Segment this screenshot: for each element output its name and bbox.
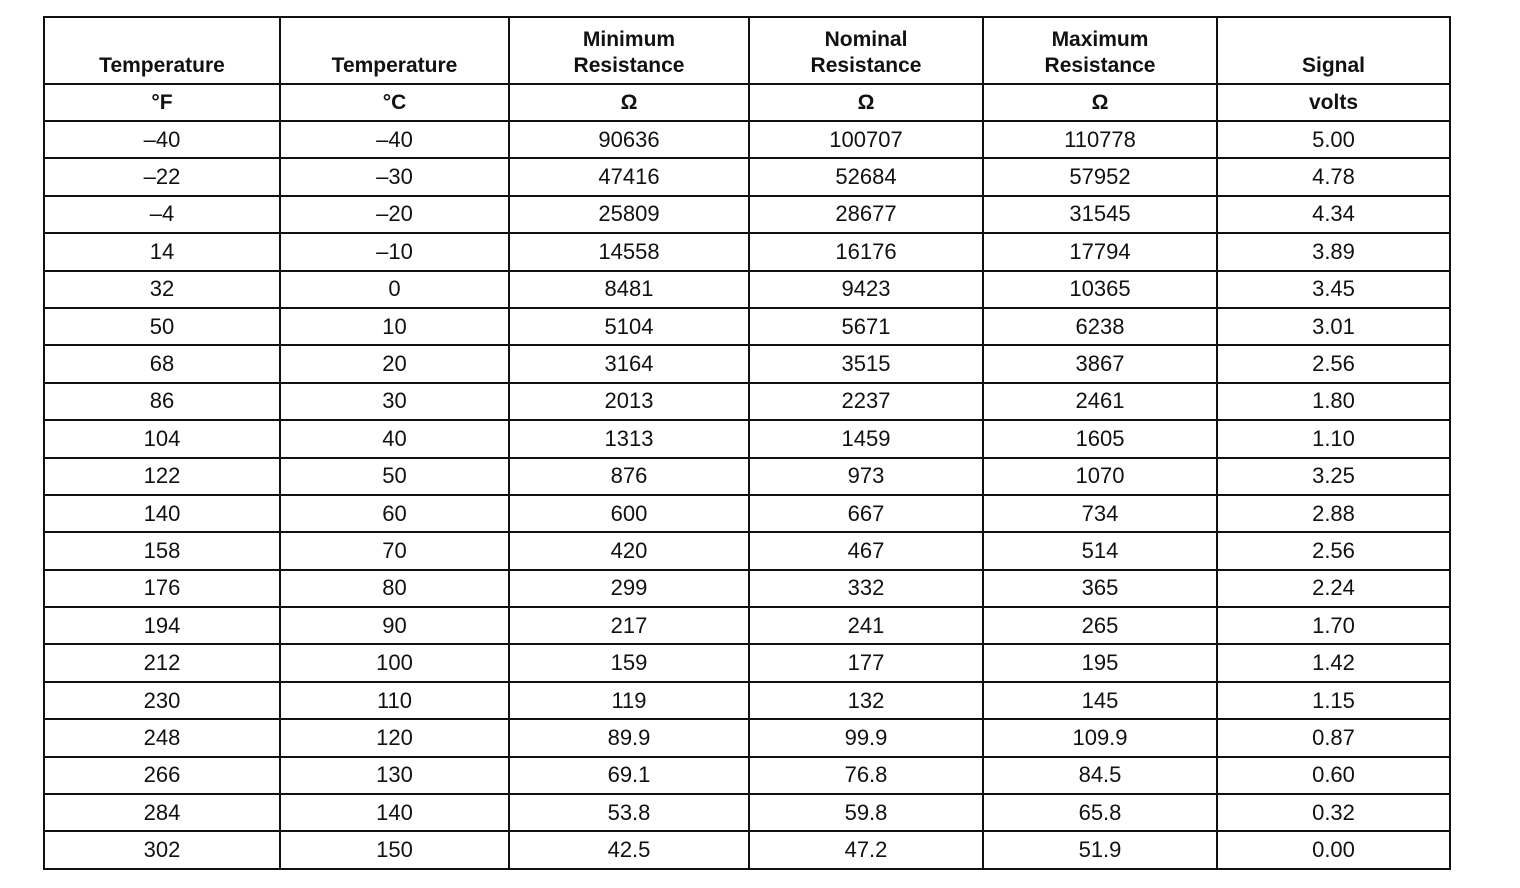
nominal-resistance-cell: 16176 — [749, 233, 983, 270]
signal-volts-cell: 0.60 — [1217, 757, 1450, 794]
temp-f-cell: 86 — [44, 383, 280, 420]
nominal-resistance-cell: 9423 — [749, 271, 983, 308]
table-row — [44, 158, 1450, 195]
nominal-resistance-cell: 28677 — [749, 196, 983, 233]
table-row — [44, 831, 1450, 868]
table-row — [44, 644, 1450, 681]
unit-celsius: °C — [280, 84, 509, 121]
nominal-resistance-cell: 241 — [749, 607, 983, 644]
signal-volts-cell: 3.01 — [1217, 308, 1450, 345]
temp-c-cell: –30 — [280, 158, 509, 195]
temp-f-cell: –4 — [44, 196, 280, 233]
nominal-resistance-cell: 59.8 — [749, 794, 983, 831]
max-resistance-cell: 10365 — [983, 271, 1217, 308]
temp-f-cell: 248 — [44, 719, 280, 756]
temp-c-cell: 150 — [280, 831, 509, 868]
min-resistance-cell: 5104 — [509, 308, 749, 345]
table-row — [44, 271, 1450, 308]
min-resistance-cell: 25809 — [509, 196, 749, 233]
temp-f-cell: 104 — [44, 420, 280, 457]
nominal-resistance-cell: 5671 — [749, 308, 983, 345]
max-resistance-cell: 1070 — [983, 458, 1217, 495]
nominal-resistance-cell: 100707 — [749, 121, 983, 158]
max-resistance-cell: 734 — [983, 495, 1217, 532]
temp-c-cell: 70 — [280, 532, 509, 569]
max-resistance-cell: 514 — [983, 532, 1217, 569]
nominal-resistance-cell: 132 — [749, 682, 983, 719]
temp-f-cell: 32 — [44, 271, 280, 308]
table-body — [44, 121, 1450, 869]
min-resistance-cell: 14558 — [509, 233, 749, 270]
min-resistance-cell: 8481 — [509, 271, 749, 308]
temp-f-cell: 212 — [44, 644, 280, 681]
temp-c-cell: 40 — [280, 420, 509, 457]
max-resistance-cell: 84.5 — [983, 757, 1217, 794]
min-resistance-cell: 47416 — [509, 158, 749, 195]
nominal-resistance-cell: 973 — [749, 458, 983, 495]
nominal-resistance-cell: 2237 — [749, 383, 983, 420]
table-row — [44, 495, 1450, 532]
header-temperature-f: Temperature — [44, 17, 280, 84]
temp-f-cell: 68 — [44, 345, 280, 382]
temp-c-cell: 100 — [280, 644, 509, 681]
min-resistance-cell: 299 — [509, 570, 749, 607]
signal-volts-cell: 1.70 — [1217, 607, 1450, 644]
signal-volts-cell: 0.87 — [1217, 719, 1450, 756]
table-row — [44, 532, 1450, 569]
signal-volts-cell: 5.00 — [1217, 121, 1450, 158]
temp-c-cell: 10 — [280, 308, 509, 345]
signal-volts-cell: 2.56 — [1217, 532, 1450, 569]
signal-volts-cell: 1.10 — [1217, 420, 1450, 457]
table-row — [44, 196, 1450, 233]
max-resistance-cell: 57952 — [983, 158, 1217, 195]
signal-volts-cell: 1.80 — [1217, 383, 1450, 420]
temp-f-cell: –22 — [44, 158, 280, 195]
nominal-resistance-cell: 332 — [749, 570, 983, 607]
nominal-resistance-cell: 52684 — [749, 158, 983, 195]
min-resistance-cell: 2013 — [509, 383, 749, 420]
table-row — [44, 458, 1450, 495]
header-maximum-resistance: Maximum Resistance — [983, 17, 1217, 84]
temp-c-cell: –20 — [280, 196, 509, 233]
min-resistance-cell: 420 — [509, 532, 749, 569]
unit-ohm-max: Ω — [983, 84, 1217, 121]
temp-f-cell: 266 — [44, 757, 280, 794]
temp-f-cell: 158 — [44, 532, 280, 569]
min-resistance-cell: 3164 — [509, 345, 749, 382]
table-row — [44, 794, 1450, 831]
header-temperature-c: Temperature — [280, 17, 509, 84]
signal-volts-cell: 0.00 — [1217, 831, 1450, 868]
min-resistance-cell: 90636 — [509, 121, 749, 158]
temp-c-cell: 90 — [280, 607, 509, 644]
unit-ohm-nominal: Ω — [749, 84, 983, 121]
max-resistance-cell: 3867 — [983, 345, 1217, 382]
table-row — [44, 420, 1450, 457]
min-resistance-cell: 119 — [509, 682, 749, 719]
temp-c-cell: 30 — [280, 383, 509, 420]
nominal-resistance-cell: 99.9 — [749, 719, 983, 756]
temp-f-cell: 122 — [44, 458, 280, 495]
table-row — [44, 607, 1450, 644]
temp-c-cell: –40 — [280, 121, 509, 158]
temp-f-cell: 284 — [44, 794, 280, 831]
max-resistance-cell: 195 — [983, 644, 1217, 681]
resistance-table-container — [43, 16, 1451, 870]
nominal-resistance-cell: 667 — [749, 495, 983, 532]
max-resistance-cell: 6238 — [983, 308, 1217, 345]
table-row — [44, 570, 1450, 607]
min-resistance-cell: 600 — [509, 495, 749, 532]
table-row — [44, 757, 1450, 794]
unit-ohm-min: Ω — [509, 84, 749, 121]
signal-volts-cell: 2.88 — [1217, 495, 1450, 532]
min-resistance-cell: 1313 — [509, 420, 749, 457]
temp-f-cell: 140 — [44, 495, 280, 532]
signal-volts-cell: 3.45 — [1217, 271, 1450, 308]
max-resistance-cell: 145 — [983, 682, 1217, 719]
min-resistance-cell: 53.8 — [509, 794, 749, 831]
temp-c-cell: 50 — [280, 458, 509, 495]
min-resistance-cell: 876 — [509, 458, 749, 495]
signal-volts-cell: 0.32 — [1217, 794, 1450, 831]
temp-c-cell: 130 — [280, 757, 509, 794]
signal-volts-cell: 2.56 — [1217, 345, 1450, 382]
nominal-resistance-cell: 1459 — [749, 420, 983, 457]
max-resistance-cell: 265 — [983, 607, 1217, 644]
table-row — [44, 345, 1450, 382]
temp-c-cell: 0 — [280, 271, 509, 308]
max-resistance-cell: 51.9 — [983, 831, 1217, 868]
signal-volts-cell: 1.15 — [1217, 682, 1450, 719]
temperature-resistance-table — [43, 16, 1451, 870]
signal-volts-cell: 2.24 — [1217, 570, 1450, 607]
max-resistance-cell: 109.9 — [983, 719, 1217, 756]
table-row — [44, 719, 1450, 756]
signal-volts-cell: 1.42 — [1217, 644, 1450, 681]
nominal-resistance-cell: 3515 — [749, 345, 983, 382]
temp-c-cell: 110 — [280, 682, 509, 719]
temp-c-cell: 140 — [280, 794, 509, 831]
max-resistance-cell: 65.8 — [983, 794, 1217, 831]
header-row — [44, 17, 1450, 84]
temp-c-cell: 60 — [280, 495, 509, 532]
signal-volts-cell: 4.34 — [1217, 196, 1450, 233]
max-resistance-cell: 110778 — [983, 121, 1217, 158]
table-row — [44, 308, 1450, 345]
min-resistance-cell: 69.1 — [509, 757, 749, 794]
temp-c-cell: –10 — [280, 233, 509, 270]
temp-c-cell: 20 — [280, 345, 509, 382]
temp-c-cell: 80 — [280, 570, 509, 607]
header-signal: Signal — [1217, 17, 1450, 84]
nominal-resistance-cell: 177 — [749, 644, 983, 681]
max-resistance-cell: 31545 — [983, 196, 1217, 233]
table-row — [44, 682, 1450, 719]
table-row — [44, 383, 1450, 420]
max-resistance-cell: 17794 — [983, 233, 1217, 270]
temp-f-cell: 194 — [44, 607, 280, 644]
nominal-resistance-cell: 76.8 — [749, 757, 983, 794]
nominal-resistance-cell: 47.2 — [749, 831, 983, 868]
signal-volts-cell: 4.78 — [1217, 158, 1450, 195]
max-resistance-cell: 1605 — [983, 420, 1217, 457]
max-resistance-cell: 365 — [983, 570, 1217, 607]
table-row — [44, 121, 1450, 158]
temp-f-cell: 176 — [44, 570, 280, 607]
min-resistance-cell: 42.5 — [509, 831, 749, 868]
unit-volts: volts — [1217, 84, 1450, 121]
nominal-resistance-cell: 467 — [749, 532, 983, 569]
units-row — [44, 84, 1450, 121]
max-resistance-cell: 2461 — [983, 383, 1217, 420]
min-resistance-cell: 89.9 — [509, 719, 749, 756]
temp-c-cell: 120 — [280, 719, 509, 756]
temp-f-cell: –40 — [44, 121, 280, 158]
signal-volts-cell: 3.89 — [1217, 233, 1450, 270]
min-resistance-cell: 217 — [509, 607, 749, 644]
header-minimum-resistance: Minimum Resistance — [509, 17, 749, 84]
temp-f-cell: 50 — [44, 308, 280, 345]
min-resistance-cell: 159 — [509, 644, 749, 681]
temp-f-cell: 302 — [44, 831, 280, 868]
table-row — [44, 233, 1450, 270]
unit-fahrenheit: °F — [44, 84, 280, 121]
temp-f-cell: 14 — [44, 233, 280, 270]
temp-f-cell: 230 — [44, 682, 280, 719]
signal-volts-cell: 3.25 — [1217, 458, 1450, 495]
header-nominal-resistance: Nominal Resistance — [749, 17, 983, 84]
